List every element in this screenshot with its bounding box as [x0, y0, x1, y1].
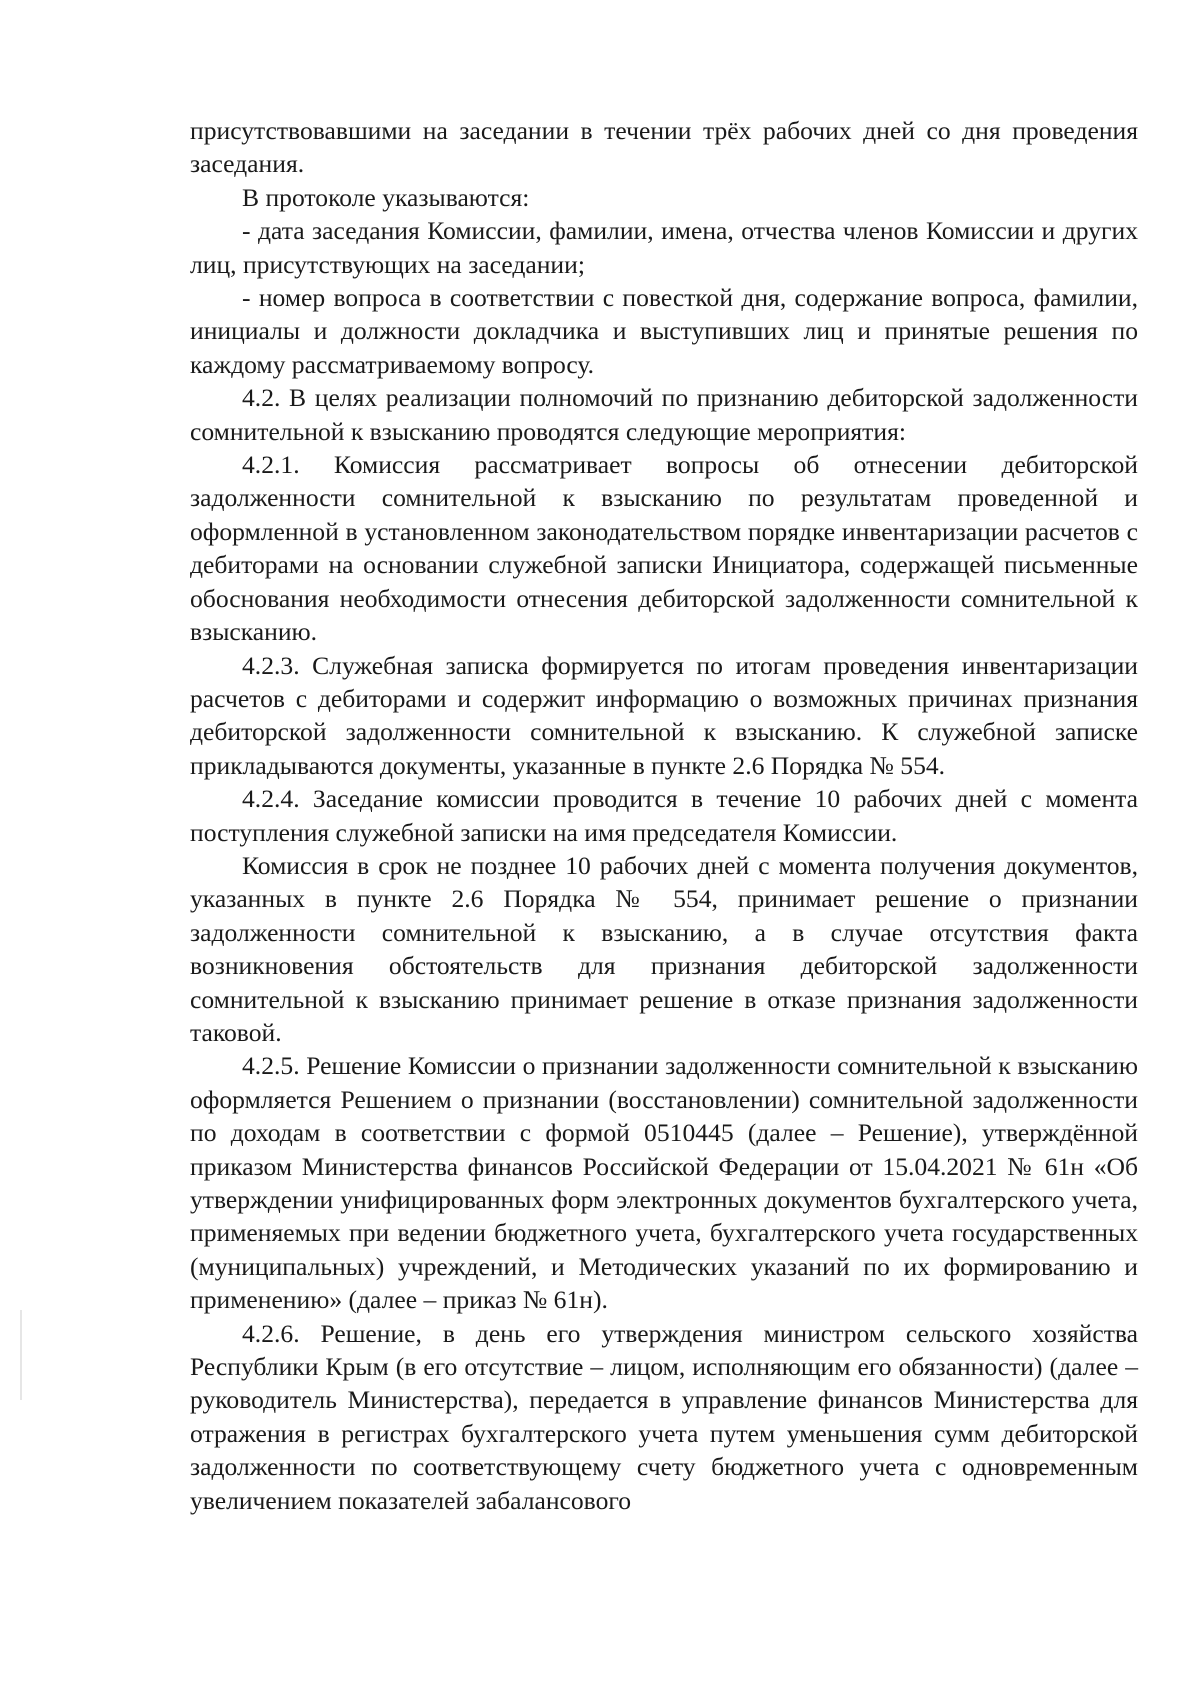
paragraph-protocol-intro: В протоколе указываются: [242, 182, 530, 212]
paragraph-protocol-item-2: - номер вопроса в соответствии с повесткой дня, содержание вопроса, фамилии, инициалы и должности докладчика и выступивших лиц и принятые решения по каждому рассматриваемому вопросу. [190, 283, 1138, 379]
paragraph-4-2-5: 4.2.5. Решение Комиссии о признании задолженности сомнительной к взысканию оформляется Решением о признании (восстановлении) сомнительной задолженности по доходам в соответствии с формой 0510445 (далее – Решение), утверждённой приказом Министерства финансов Российской Федерации от 15.04.2021 № 61н «Об утверждении унифицированных форм электронных документов бухгалтерского учета, применяемых при ведении бюджетного учета, бухгалтерского учета государственных (муниципальных) учреждений, и Методических указаний по их формированию и применению» (далее – приказ № 61н). [190, 1051, 1138, 1315]
paragraph-protocol-item-1: - дата заседания Комиссии, фамилии, имена, отчества членов Комиссии и других лиц, присутствующих на заседании; [190, 216, 1138, 279]
document-body [190, 114, 1138, 1517]
scan-margin-mark [20, 1310, 22, 1400]
paragraph-4-2-3: 4.2.3. Служебная записка формируется по итогам проведения инвентаризации расчетов с дебиторами и содержит информацию о возможных причинах признания дебиторской задолженности сомнительной к взысканию. К служебной записке прикладываются документы, указанные в пункте 2.6 Порядка № 554. [190, 650, 1138, 780]
paragraph-commission-term: Комиссия в срок не позднее 10 рабочих дней с момента получения документов, указанных в пункте 2.6 Порядка № 554, принимает решение о признании задолженности сомнительной к взысканию, а в случае отсутствия факта возникновения обстоятельств для признания дебиторской задолженности сомнительной к взысканию принимает решение в отказе признания задолженности таковой. [190, 850, 1138, 1047]
paragraph-4-2-1: 4.2.1. Комиссия рассматривает вопросы об отнесении дебиторской задолженности сомнительной к взысканию по результатам проведенной и оформленной в установленном законодательством порядке инвентаризации расчетов с дебиторами на основании служебной записки Инициатора, содержащей письменные обоснования необходимости отнесения дебиторской задолженности сомнительной к взысканию. [190, 450, 1138, 647]
paragraph-continuation: присутствовавшими на заседании в течении трёх рабочих дней со дня проведения заседания. [190, 116, 1138, 179]
paragraph-4-2-6: 4.2.6. Решение, в день его утверждения министром сельского хозяйства Республики Крым (в его отсутствие – лицом, исполняющим его обязанности) (далее –руководитель Министерства), передается в управление финансов Министерства для отражения в регистрах бухгалтерского учета путем уменьшения сумм дебиторской задолженности по соответствующему счету бюджетного учета с одновременным увеличением показателей забалансового [190, 1318, 1138, 1515]
paragraph-4-2-4: 4.2.4. Заседание комиссии проводится в течение 10 рабочих дней с момента поступления служебной записки на имя председателя Комиссии. [190, 784, 1138, 847]
paragraph-4-2: 4.2. В целях реализации полномочий по признанию дебиторской задолженности сомнительной к взысканию проводятся следующие мероприятия: [190, 383, 1138, 446]
